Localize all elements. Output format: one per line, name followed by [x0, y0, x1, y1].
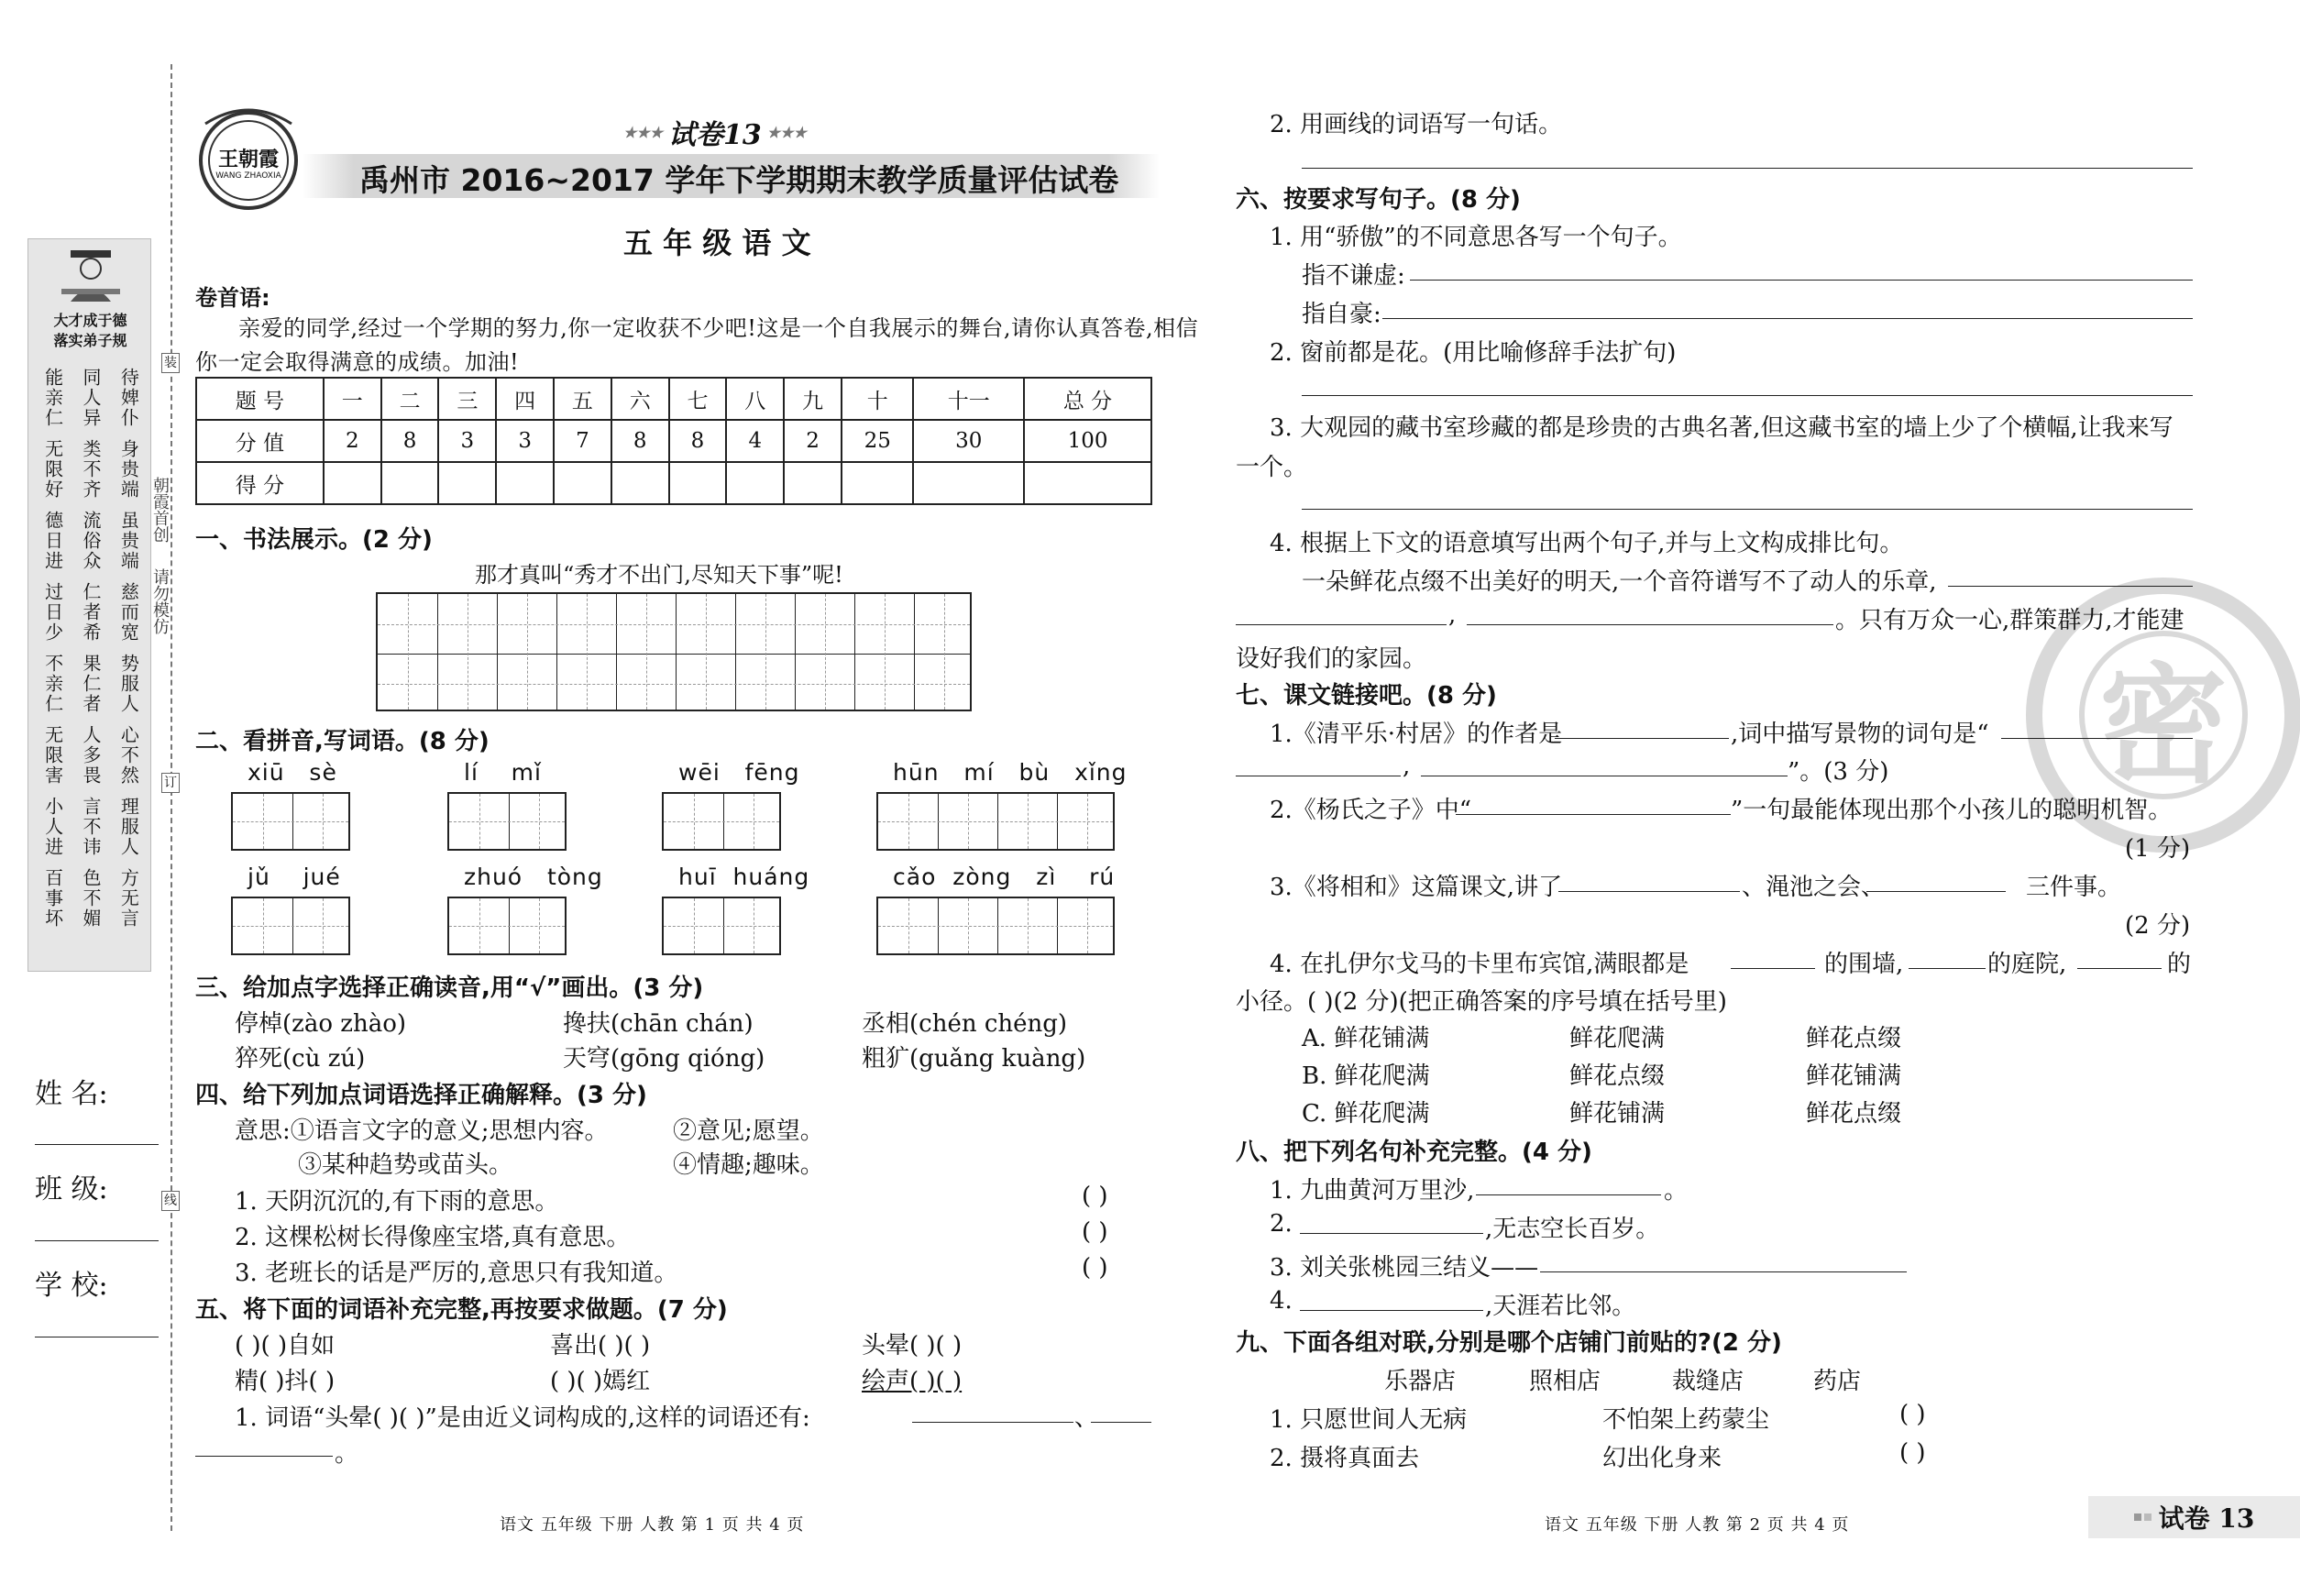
s7-q4-b: 的围墙,	[1824, 951, 1904, 978]
s7-q1-line-2[interactable]	[1236, 754, 1401, 776]
s7-q3-line-2[interactable]	[1866, 870, 2006, 892]
s7-q3-b: 、渑池之会、	[1742, 874, 1886, 901]
s7-q1-a: 1.《清平乐·村居》的作者是	[1270, 721, 1563, 748]
calligraphy-prompt: 那才真叫“秀才不出门,尽知天下事”呢!	[475, 562, 843, 588]
s7-q4-c: 的庭院,	[1987, 951, 2067, 978]
s8-q1-end: 。	[1664, 1177, 1689, 1205]
grid-guide	[885, 594, 886, 710]
section-7-title: 七、课文链接吧。(8 分)	[1236, 682, 1497, 710]
badge-label: 试卷 13	[2158, 1503, 2255, 1534]
r-q2: 2. 用画线的词语写一句话。	[1270, 111, 1563, 138]
s6-q2: 2. 窗前都是花。(用比喻修辞手法扩句)	[1270, 339, 1677, 367]
grid-guide	[408, 594, 409, 710]
score-cell: 2	[784, 420, 842, 462]
s6-q1-a: 指不谦虚:	[1302, 262, 1405, 290]
s7-q2-line[interactable]	[1456, 793, 1731, 815]
grid-line	[616, 594, 617, 710]
score-entry-cell[interactable]	[784, 462, 842, 504]
couplet-2-a: 2. 摄将真面去	[1270, 1445, 1420, 1472]
s6-q1-a-line[interactable]	[1410, 259, 2193, 281]
score-cell: 7	[554, 420, 611, 462]
s6-q1: 1. 用“骄傲”的不同意思各写一个句子。	[1270, 224, 1682, 251]
score-cell: 8	[611, 420, 669, 462]
pinyin-label: hūn mí bù xǐng	[893, 759, 1128, 786]
preface-line-2: 你一定会取得满意的成绩。加油!	[195, 349, 520, 375]
fill-word-4[interactable]: 精( )抖( )	[235, 1368, 336, 1395]
pinyin-answer-box[interactable]	[447, 897, 567, 955]
grid-line	[556, 594, 557, 710]
s7-q3-line-1[interactable]	[1558, 870, 1740, 892]
pinyin-answer-box[interactable]	[876, 792, 1115, 851]
s7-q3-a: 3.《将相和》这篇课文,讲了	[1270, 874, 1563, 901]
motto-row	[34, 439, 148, 500]
score-cell: 4	[726, 420, 784, 462]
score-cell: 3	[496, 420, 554, 462]
score-entry-cell[interactable]	[913, 462, 1024, 504]
class-label: 班 级:	[35, 1173, 108, 1205]
section-4-title: 四、给下列加点词语选择正确解释。(3 分)	[195, 1082, 647, 1109]
motto-line-2: 落实弟子规	[53, 332, 127, 349]
s6-q4-comma: ,	[1448, 601, 1457, 629]
score-cell: 二	[381, 378, 439, 420]
paper-number	[623, 112, 807, 152]
score-cell: 五	[554, 378, 611, 420]
score-cell: 七	[669, 378, 727, 420]
class-field[interactable]	[35, 1240, 159, 1241]
motto-phrase: 人多畏	[79, 725, 102, 786]
s5-answer-2[interactable]	[1091, 1401, 1151, 1423]
s7-q1-line-3[interactable]	[1421, 754, 1788, 776]
badge-squares-icon	[2134, 1513, 2151, 1521]
grid-line	[676, 594, 677, 710]
footer-left: 语文 五年级 下册 人教 第 1 页 共 4 页	[500, 1515, 805, 1535]
s8-q4-b: ,天涯若比邻。	[1485, 1293, 1636, 1320]
s8-q2-b: ,无志空长百岁。	[1485, 1216, 1660, 1243]
s6-q4-d: 设好我们的家园。	[1236, 645, 1427, 673]
name-label: 姓 名:	[35, 1078, 108, 1110]
pinyin-answer-box[interactable]	[447, 792, 567, 851]
s7-q4-line-3[interactable]	[2077, 947, 2162, 969]
motto-columns	[34, 368, 148, 929]
scholar-figure-icon	[58, 248, 124, 303]
score-cell: 8	[669, 420, 727, 462]
s6-q3-line2: 一个。	[1236, 454, 1308, 481]
option-cell: 鲜花点缀	[1569, 1062, 1666, 1090]
pron-item-4[interactable]: 猝死(cù zú)	[235, 1045, 366, 1073]
motto-row	[34, 511, 148, 571]
score-cell: 八	[726, 378, 784, 420]
s7-q2-a: 2.《杨氏之子》中“	[1270, 797, 1472, 824]
score-cell: 四	[496, 378, 554, 420]
fill-word-5[interactable]: ( )( )嫣红	[550, 1368, 651, 1395]
pinyin-answer-box[interactable]	[662, 792, 781, 851]
answer-paren-q1[interactable]: ( )	[1082, 1183, 1108, 1210]
s6-q3-answer[interactable]	[1302, 488, 2193, 510]
r-q2-line[interactable]	[1302, 147, 2193, 169]
option-cell: 鲜花铺满	[1806, 1062, 1902, 1090]
fill-word-1[interactable]: ( )( )自如	[235, 1332, 336, 1359]
s8-q2-a: 2.	[1270, 1210, 1293, 1238]
s7-q1-c: ,	[1403, 753, 1411, 780]
logo-subtext: WANG ZHAOXIA	[215, 171, 281, 181]
score-entry-cell[interactable]	[669, 462, 727, 504]
s5-answer-3[interactable]	[195, 1435, 333, 1457]
score-row	[196, 420, 1151, 462]
score-cell: 2	[324, 420, 381, 462]
section-8-title: 八、把下列名句补充完整。(4 分)	[1236, 1139, 1592, 1166]
grid-guide	[646, 594, 647, 710]
s6-q3-line1: 3. 大观园的藏书室珍藏的都是珍贵的古典名著,但这藏书室的墙上少了个横幅,让我来写	[1270, 414, 2173, 442]
score-entry-cell[interactable]	[842, 462, 914, 504]
score-row	[196, 378, 1151, 420]
s6-q4-line-3[interactable]	[1467, 603, 1833, 625]
couplet-2-b: 幻出化身来	[1602, 1445, 1722, 1472]
motto-phrase: 不亲仁	[41, 654, 64, 714]
definition-2: ②意见;愿望。	[673, 1117, 824, 1145]
s7-q4-a: 4. 在扎伊尔戈马的卡里布宾馆,满眼都是	[1270, 951, 1689, 978]
motto-phrase: 能亲仁	[41, 368, 64, 428]
s8-q1: 1. 九曲黄河万里沙,	[1270, 1177, 1475, 1205]
s5-sep: 、	[1074, 1404, 1099, 1432]
score-entry-cell[interactable]	[1024, 462, 1151, 504]
grid-line	[735, 594, 736, 710]
box-guide	[449, 926, 565, 927]
score-entry-cell[interactable]	[381, 462, 439, 504]
s7-q4-line-2[interactable]	[1909, 947, 1986, 969]
shop-2: 照相店	[1529, 1368, 1601, 1395]
grid-guide	[944, 594, 945, 710]
score-cell: 8	[381, 420, 439, 462]
seal-character: 密	[2079, 631, 2248, 799]
s5-q1-text: 1. 词语“头晕( )( )”是由近义词构成的,这样的词语还有:	[235, 1404, 810, 1432]
motto-strip	[28, 238, 151, 972]
stars-right: ★★★	[766, 123, 807, 141]
section-9-title: 九、下面各组对联,分别是哪个店铺门前贴的?(2 分)	[1236, 1329, 1782, 1357]
grid-guide	[378, 624, 970, 625]
score-entry-cell[interactable]	[554, 462, 611, 504]
option-cell: 鲜花点缀	[1806, 1025, 1902, 1052]
answer-paren-q3[interactable]: ( )	[1082, 1254, 1108, 1282]
s6-q4: 4. 根据上下文的语意填写出两个句子,并与上文构成排比句。	[1270, 530, 1904, 557]
motto-row	[34, 725, 148, 786]
definition-4: ④情趣;趣味。	[673, 1151, 824, 1179]
box-guide	[878, 926, 1113, 927]
motto-phrase: 过日少	[41, 582, 64, 643]
s8-q3-line[interactable]	[1540, 1250, 1907, 1272]
s7-q1-b: ,词中描写景物的词句是“	[1731, 721, 1989, 748]
grid-guide	[706, 594, 707, 710]
score-entry-cell[interactable]	[324, 462, 381, 504]
motto-row	[34, 654, 148, 714]
fill-word-2[interactable]: 喜出( )( )	[550, 1332, 651, 1359]
motto-row	[34, 797, 148, 857]
section-3-title: 三、给加点字选择正确读音,用“√”画出。(3 分)	[195, 974, 704, 1002]
motto-phrase: 虽贵端	[117, 511, 140, 571]
pinyin-label: zhuó tòng	[464, 864, 603, 890]
motto-phrase: 小人进	[41, 797, 64, 857]
school-label: 学 校:	[35, 1270, 108, 1302]
shop-1: 乐器店	[1384, 1368, 1457, 1395]
motto-row	[34, 868, 148, 929]
motto-phrase: 类不齐	[79, 439, 102, 500]
paper-number-label: 试卷13	[668, 119, 762, 151]
grid-line	[437, 594, 438, 710]
motto-phrase: 色不媚	[79, 868, 102, 929]
score-cell: 总 分	[1024, 378, 1151, 420]
couplet-1-answer[interactable]: ( )	[1899, 1401, 1926, 1428]
score-row-label: 得 分	[196, 462, 324, 504]
score-table	[195, 377, 1152, 505]
s7-q4-e: 小径。( )(2 分)(把正确答案的序号填在括号里)	[1236, 988, 1727, 1016]
s6-q1-b: 指自豪:	[1302, 301, 1381, 328]
pron-item-2[interactable]: 搀扶(chān chán)	[563, 1010, 754, 1038]
pron-item-1[interactable]: 停棹(zào zhào)	[235, 1010, 407, 1038]
motto-phrase: 德日进	[41, 511, 64, 571]
footer-right: 语文 五年级 下册 人教 第 2 页 共 4 页	[1545, 1515, 1850, 1535]
box-guide	[233, 821, 348, 822]
section-5-title: 五、将下面的词语补充完整,再按要求做题。(7 分)	[195, 1296, 728, 1324]
s7-q4-line-1[interactable]	[1731, 947, 1815, 969]
grid-guide	[765, 594, 766, 710]
s6-q4-c: 。只有万众一心,群策群力,才能建	[1835, 607, 2184, 634]
paper-badge	[2088, 1496, 2300, 1538]
pron-item-5[interactable]: 天穹(gōng qióng)	[563, 1045, 765, 1073]
exam-subject: 五 年 级 语 文	[623, 226, 811, 260]
s6-q4-a: 一朵鲜花点缀不出美好的明天,一个音符谱写不了动人的乐章,	[1302, 568, 1937, 596]
score-cell: 30	[913, 420, 1024, 462]
motto-phrase: 心不然	[117, 725, 140, 786]
option-cell[interactable]: A. 鲜花铺满	[1302, 1025, 1430, 1052]
score-cell: 十	[842, 378, 914, 420]
pinyin-answer-box[interactable]	[876, 897, 1115, 955]
name-field[interactable]	[35, 1144, 159, 1145]
pinyin-label: cǎo zòng zì rú	[893, 864, 1116, 890]
definition-3: ③某种趋势或苗头。	[298, 1151, 513, 1179]
stars-left: ★★★	[623, 123, 664, 141]
couplet-1-b: 不怕架上药蒙尘	[1602, 1406, 1770, 1434]
motto-line-1: 大才成于德	[53, 312, 127, 329]
binding-tag-1: 装	[161, 353, 180, 373]
s8-q4-line[interactable]	[1300, 1289, 1483, 1311]
s8-q1-line[interactable]	[1476, 1173, 1661, 1195]
s8-q2-line[interactable]	[1300, 1212, 1483, 1234]
pinyin-answer-box[interactable]	[662, 897, 781, 955]
s7-q2-b: ”一句最能体现出那个小孩儿的聪明机智。	[1731, 797, 2173, 824]
score-row-label: 分 值	[196, 420, 324, 462]
motto-row	[34, 582, 148, 643]
score-entry-cell[interactable]	[611, 462, 669, 504]
grid-guide	[527, 594, 528, 710]
score-cell: 六	[611, 378, 669, 420]
s6-q2-line[interactable]	[1302, 374, 2193, 396]
motto-phrase: 待婢仆	[117, 368, 140, 428]
calligraphy-grid[interactable]	[376, 592, 972, 711]
s7-q1-line-1[interactable]	[2001, 717, 2193, 739]
preface-heading: 卷首语:	[195, 285, 270, 311]
fill-word-6[interactable]: 绘声( )( )	[862, 1368, 963, 1395]
score-cell: 三	[438, 378, 496, 420]
motto-phrase: 仁者希	[79, 582, 102, 643]
side-note-1: 朝霞首创	[150, 477, 170, 543]
s7-q3-c: 三件事。	[2026, 874, 2122, 901]
section-1-title: 一、书法展示。(2 分)	[195, 526, 433, 554]
option-cell: 鲜花点缀	[1806, 1100, 1902, 1128]
pron-item-3[interactable]: 丞相(chén chéng)	[862, 1010, 1068, 1038]
s5-answer-1[interactable]	[912, 1401, 1073, 1423]
motto-phrase: 无限害	[41, 725, 64, 786]
score-cell: 九	[784, 378, 842, 420]
option-cell[interactable]: C. 鲜花爬满	[1302, 1100, 1430, 1128]
s7-q1-d: ”。(3 分)	[1788, 758, 1889, 786]
score-cell: 一	[324, 378, 381, 420]
option-cell: 鲜花铺满	[1569, 1100, 1666, 1128]
motto-phrase: 果仁者	[79, 654, 102, 714]
option-cell[interactable]: B. 鲜花爬满	[1302, 1062, 1430, 1090]
motto-phrase: 方无言	[117, 868, 140, 929]
grid-line	[795, 594, 796, 710]
score-cell: 100	[1024, 420, 1151, 462]
grid-line	[854, 594, 855, 710]
grid-guide	[587, 594, 588, 710]
s7-q1-author[interactable]	[1555, 717, 1729, 739]
pinyin-answer-box[interactable]	[231, 897, 350, 955]
pinyin-answer-box[interactable]	[231, 792, 350, 851]
s6-q4-line-2[interactable]	[1236, 603, 1447, 625]
motto-phrase: 身贵端	[117, 439, 140, 500]
box-guide	[878, 821, 1113, 822]
score-cell: 十一	[913, 378, 1024, 420]
grid-line	[914, 594, 915, 710]
option-cell: 鲜花爬满	[1569, 1025, 1666, 1052]
definition-1: 意思:①语言文字的意义;思想内容。	[235, 1117, 609, 1145]
section-2-title: 二、看拼音,写词语。(8 分)	[195, 728, 490, 755]
box-guide	[449, 821, 565, 822]
grid-guide	[825, 594, 826, 710]
s7-q2-score: (1 分)	[2125, 835, 2191, 863]
binding-tag-3: 线	[161, 1191, 180, 1211]
couplet-1-a: 1. 只愿世间人无病	[1270, 1406, 1468, 1434]
section-6-title: 六、按要求写句子。(8 分)	[1236, 186, 1521, 214]
score-row	[196, 462, 1151, 504]
s8-q4-a: 4.	[1270, 1287, 1293, 1315]
couplet-2-answer[interactable]: ( )	[1899, 1439, 1926, 1467]
shop-4: 药店	[1813, 1368, 1862, 1395]
publisher-logo	[189, 96, 299, 206]
box-guide	[664, 926, 779, 927]
motto-phrase: 言不讳	[79, 797, 102, 857]
motto-phrase: 理服人	[117, 797, 140, 857]
motto-phrase: 无限好	[41, 439, 64, 500]
score-cell: 3	[438, 420, 496, 462]
s8-q3: 3. 刘关张桃园三结义——	[1270, 1254, 1539, 1282]
grid-guide	[378, 684, 970, 685]
logo-text: 王朝霞	[217, 149, 279, 171]
motto-phrase: 百事坏	[41, 868, 64, 929]
pinyin-label: xiū sè	[248, 759, 337, 786]
fill-word-3[interactable]: 头晕( )( )	[862, 1332, 963, 1359]
pinyin-label: wēi fēng	[678, 759, 800, 786]
shop-3: 裁缝店	[1672, 1368, 1744, 1395]
motto-phrase: 流俗众	[79, 511, 102, 571]
binding-line	[171, 64, 172, 1531]
score-cell: 25	[842, 420, 914, 462]
pinyin-label: jǔ jué	[248, 864, 341, 890]
score-row-label: 题 号	[196, 378, 324, 420]
meaning-q3: 3. 老班长的话是严厉的,意思只有我知道。	[235, 1260, 678, 1287]
score-entry-cell[interactable]	[726, 462, 784, 504]
motto-phrase: 势服人	[117, 654, 140, 714]
s6-q1-b-line[interactable]	[1382, 297, 2193, 319]
preface-line-1: 亲爱的同学,经过一个学期的努力,你一定收获不少吧!这是一个自我展示的舞台,请你认真答卷,相信	[238, 315, 1199, 341]
meaning-q1: 1. 天阴沉沉的,有下雨的意思。	[235, 1188, 559, 1216]
answer-paren-q2[interactable]: ( )	[1082, 1218, 1108, 1246]
motto-row	[34, 368, 148, 428]
grid-line	[497, 594, 498, 710]
s6-q4-line-1[interactable]	[1948, 565, 2193, 587]
score-entry-cell[interactable]	[438, 462, 496, 504]
exam-title: 禹州市 2016~2017 学年下学期期末教学质量评估试卷	[359, 162, 1119, 198]
pron-item-6[interactable]: 粗犷(guǎng kuàng)	[862, 1045, 1086, 1073]
score-entry-cell[interactable]	[496, 462, 554, 504]
meaning-q2: 2. 这棵松树长得像座宝塔,真有意思。	[235, 1224, 631, 1251]
box-guide	[664, 821, 779, 822]
motto-phrase: 同人异	[79, 368, 102, 428]
pinyin-label: huī huáng	[678, 864, 810, 890]
motto-phrase: 慈而宽	[117, 582, 140, 643]
s7-q3-score: (2 分)	[2125, 912, 2191, 940]
side-note-2: 请勿模仿	[150, 568, 170, 634]
binding-tag-2: 订	[161, 773, 180, 793]
s5-end: 。	[335, 1440, 359, 1468]
box-guide	[233, 926, 348, 927]
pinyin-label: lí mǐ	[464, 759, 542, 786]
s7-q4-d: 的	[2167, 951, 2192, 978]
